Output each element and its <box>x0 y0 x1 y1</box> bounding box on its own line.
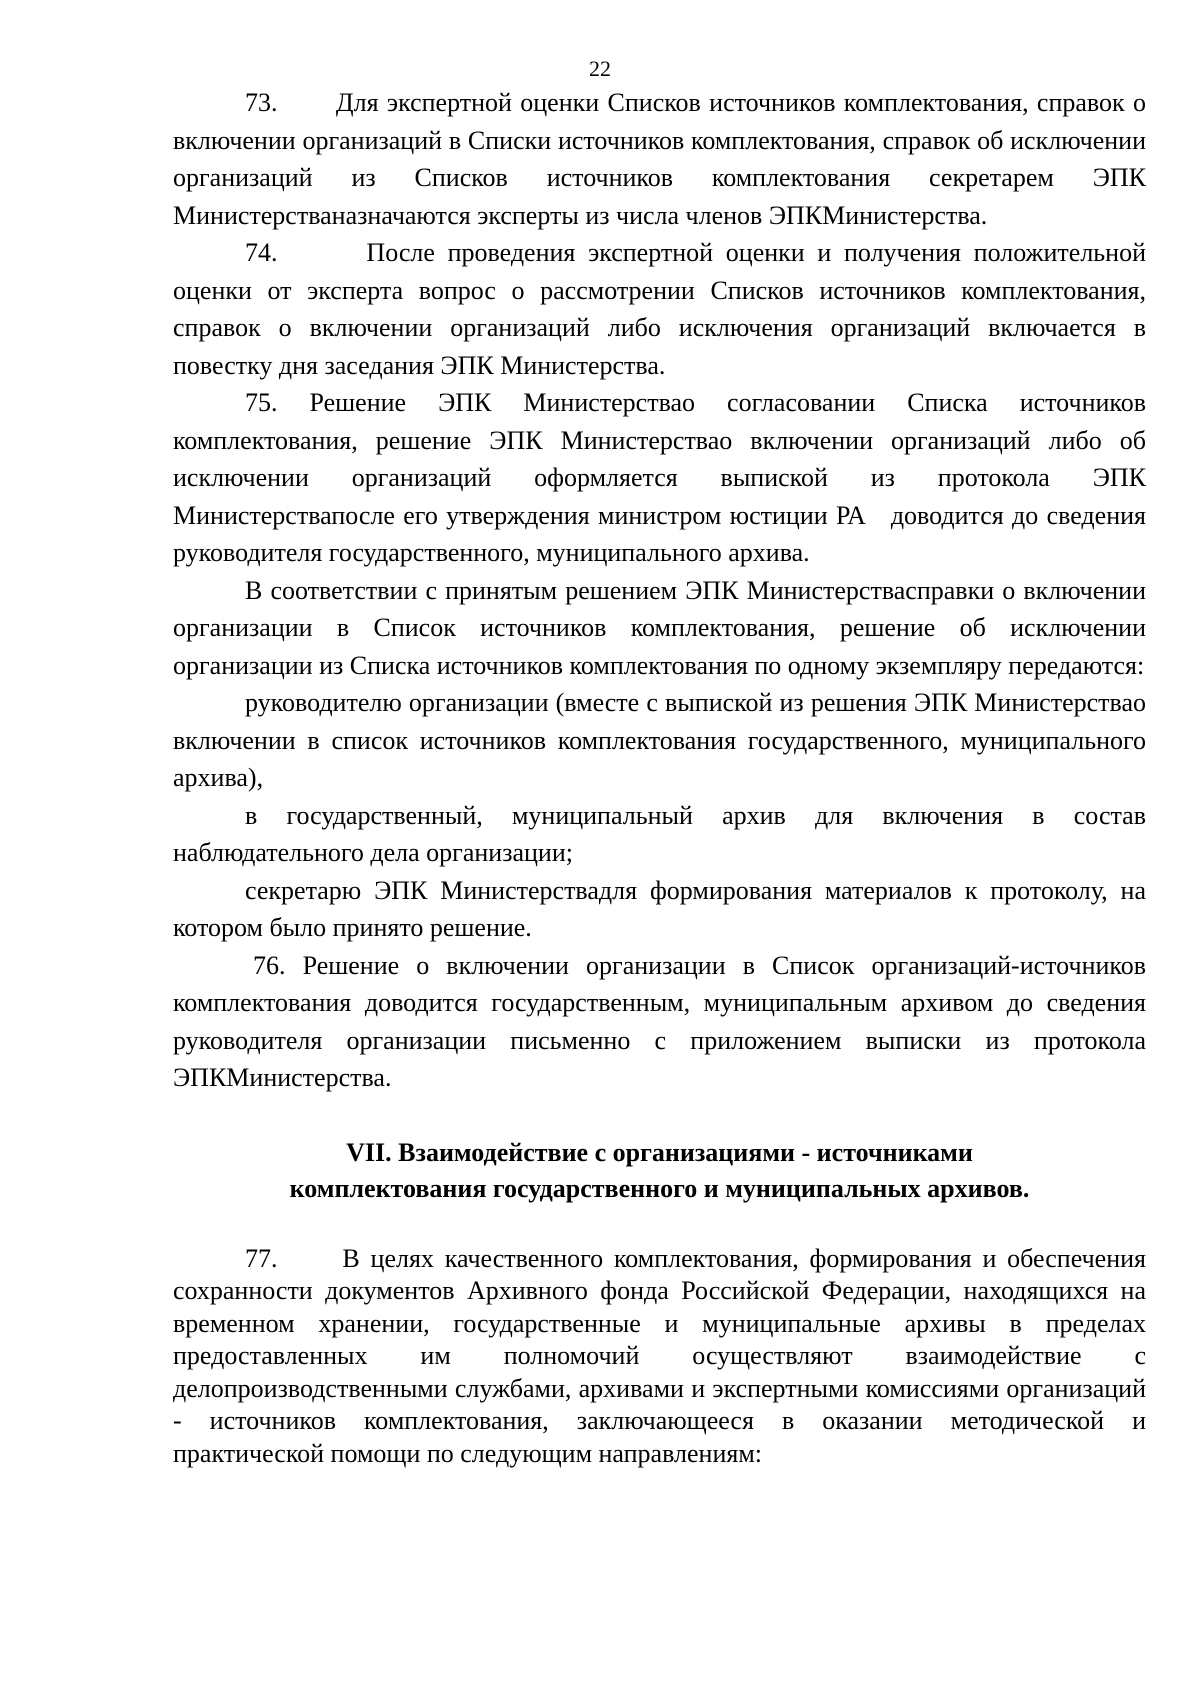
paragraph-74: 74. После проведения экспертной оценки и получения положительной оценки от эксперта вопрос о рассмотрении Списков источников комплектования, справок о включении организаций либо исключения организаций включается в повестку дня заседания ЭПК Министерства. <box>173 238 1146 380</box>
paragraph-75: 75. Решение ЭПК Министерствао согласовании Списка источников комплектования, решение ЭПК Министерствао включении организаций либо об исключении организаций оформляется выпиской из протокола ЭПК Министерствапосле его утверждения министром юстиции РА доводится до сведения руководителя государственного, муниципального архива. <box>173 388 1146 567</box>
paragraph-75-continuation: В соответствии с принятым решением ЭПК Министерствасправки о включении организации в Список источников комплектования, решение об исключении организации из Списка источников комплектования по одному экземпляру передаются: <box>173 575 1146 680</box>
paragraph-77: 77. В целях качественного комплектования, формирования и обеспечения сохранности документов Архивного фонда Российской Федерации, находящихся на временном хранении, государственные и муниципальные архивы в пределах предоставленных им полномочий осуществляют взаимодействие с делопроизводственными службами, архивами и экспертными комиссиями организаций - источников комплектования, заключающееся в оказании методической и практической помощи по следующим направлениям: <box>173 1243 1146 1468</box>
recipient-item-archive: в государственный, муниципальный архив для включения в состав наблюдательного дела организации; <box>173 800 1146 867</box>
recipient-item-organization-head: руководителю организации (вместе с выпиской из решения ЭПК Министерствао включении в список источников комплектования государственного, муниципального архива), <box>173 688 1146 792</box>
paragraph-76: 76. Решение о включении организации в Список организаций-источников комплектования доводится государственным, муниципальным архивом до сведения руководителя организации письменно с приложением выписки из протокола ЭПКМинистерства. <box>173 950 1146 1092</box>
section-heading-line-1: VII. Взаимодействие с организациями - источниками <box>346 1137 973 1167</box>
paragraph-73: 73. Для экспертной оценки Списков источников комплектования, справок о включении организаций в Списки источников комплектования, справок об исключении организаций из Списков источников комплектования секретарем ЭПК Министерстваназначаются эксперты из числа членов ЭПКМинистерства. <box>173 88 1146 230</box>
page-number: 22 <box>589 56 611 81</box>
recipient-item-secretary: секретарю ЭПК Министерствадля формирования материалов к протоколу, на котором было принято решение. <box>173 875 1146 942</box>
document-body <box>173 84 1146 1470</box>
section-heading-line-2: комплектования государственного и муниципальных архивов. <box>289 1173 1030 1203</box>
section-heading-vii <box>173 1135 1146 1207</box>
